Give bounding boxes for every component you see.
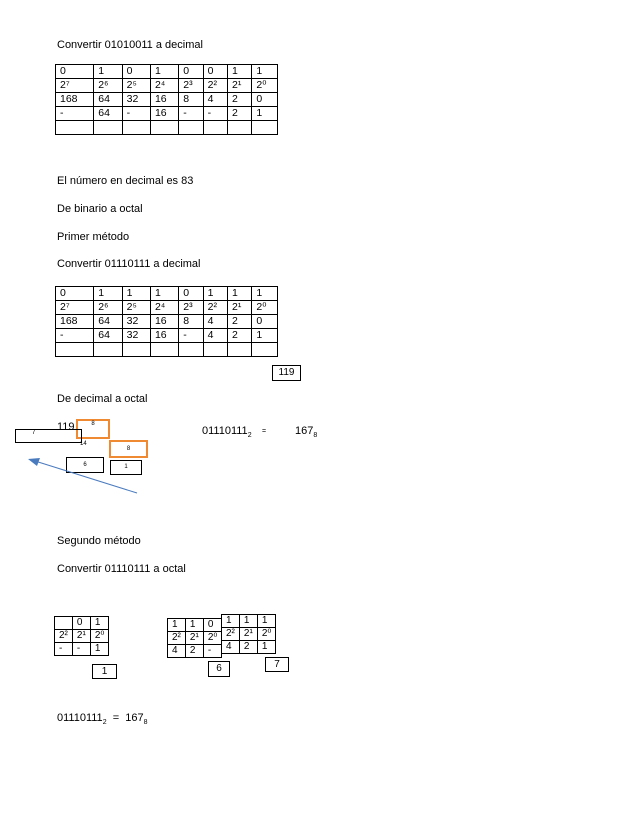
table-row: [222, 641, 276, 654]
quotient-14: 14: [80, 441, 87, 447]
table-cell: -: [179, 107, 203, 121]
remainder-box-6: 6: [66, 457, 104, 473]
group-1-result: 1: [92, 664, 117, 679]
table-cell: 16: [150, 93, 178, 107]
table-cell: 4: [203, 329, 227, 343]
table-cell: 2⁶: [94, 301, 122, 315]
table-cell: 2¹: [185, 632, 203, 645]
table-cell: 0: [203, 65, 227, 79]
first-method-label: Primer método: [57, 231, 130, 243]
table-row: [168, 645, 222, 658]
table-cell: 1: [168, 619, 186, 632]
table-cell: 2¹: [228, 79, 252, 93]
table-cell: 32: [122, 93, 150, 107]
table-cell: 16: [150, 329, 178, 343]
table-cell: 1: [90, 617, 109, 630]
divisor-box-2: 8: [109, 440, 148, 458]
table-cell: 2³: [179, 79, 203, 93]
table-cell: 2: [228, 329, 252, 343]
result-text: El número en decimal es 83: [57, 175, 194, 187]
table-cell: 0: [56, 287, 94, 301]
table-cell: -: [179, 329, 203, 343]
table-cell: 2⁵: [122, 79, 150, 93]
table-cell: 1: [257, 641, 276, 654]
table-cell: 2⁰: [257, 628, 276, 641]
arrow-line: [35, 461, 137, 493]
second-method-label: Segundo método: [57, 535, 141, 547]
table-cell: 0: [122, 65, 150, 79]
table-cell: 1: [252, 329, 278, 343]
table-cell: 0: [252, 93, 278, 107]
table-cell: 2³: [179, 301, 203, 315]
group-3-result: 7: [265, 657, 289, 672]
table-cell: 1: [257, 615, 276, 628]
table-cell: 64: [94, 315, 122, 329]
table-cell: 16: [150, 107, 178, 121]
table-cell: 1: [252, 107, 278, 121]
table-cell: 1: [122, 287, 150, 301]
table-cell: 1: [94, 287, 122, 301]
table-cell: 2⁷: [56, 79, 94, 93]
table-cell: 64: [94, 93, 122, 107]
table-cell: 2¹: [239, 628, 257, 641]
total-box: 119: [272, 365, 301, 381]
table-row: [55, 630, 109, 643]
section-title-bin-oct: De binario a octal: [57, 203, 143, 215]
table-cell: 0: [72, 617, 90, 630]
table-cell: -: [72, 643, 90, 656]
table-cell: 2²: [203, 79, 227, 93]
remainder-box-7: 7: [15, 429, 82, 443]
table-row: [222, 615, 276, 628]
table-cell: 64: [94, 107, 122, 121]
table-cell: 2⁵: [122, 301, 150, 315]
table-cell: 32: [122, 315, 150, 329]
table-cell: 1: [228, 65, 252, 79]
table-cell: 1: [94, 65, 122, 79]
table-cell: 2⁰: [252, 301, 278, 315]
table-row: [222, 628, 276, 641]
table-cell: -: [203, 107, 227, 121]
table-cell: 2²: [168, 632, 186, 645]
table-cell: 1: [252, 287, 278, 301]
group-table-1: [54, 616, 109, 656]
dividend: 119: [57, 421, 75, 433]
table-cell: 2⁷: [56, 301, 94, 315]
small-equals-sign: =: [262, 428, 267, 435]
table-cell: 4: [203, 93, 227, 107]
table-row: [168, 632, 222, 645]
table-cell: 8: [179, 315, 203, 329]
table-cell: -: [55, 643, 73, 656]
table-cell: 32: [122, 329, 150, 343]
table-cell: 168: [56, 315, 94, 329]
table-cell: 0: [252, 315, 278, 329]
table-cell: [55, 617, 73, 630]
table-cell: 1: [239, 615, 257, 628]
table-cell: 2¹: [72, 630, 90, 643]
group-table-2: [167, 618, 222, 658]
table-cell: 2²: [203, 301, 227, 315]
table-cell: 0: [179, 65, 203, 79]
final-equation: $01110111_2 = 167_8$: [57, 712, 148, 727]
table-cell: 2⁴: [150, 79, 178, 93]
table-cell: 4: [203, 315, 227, 329]
table-cell: -: [56, 329, 94, 343]
heading-convert-1: Convertir 01010011 a decimal: [57, 39, 203, 51]
table-cell: 2²: [55, 630, 73, 643]
table-row: [55, 617, 109, 630]
octal-result: $167_8$: [295, 425, 318, 440]
table-cell: 2²: [222, 628, 240, 641]
table-cell: 2: [239, 641, 257, 654]
table-cell: 2¹: [228, 301, 252, 315]
table-cell: 1: [203, 287, 227, 301]
arrow-head: [28, 458, 40, 466]
table-cell: 2: [228, 315, 252, 329]
table-cell: 1: [90, 643, 109, 656]
group-table-3: [221, 614, 276, 654]
table-cell: 2⁰: [252, 79, 278, 93]
table-cell: 168: [56, 93, 94, 107]
table-cell: 1: [228, 287, 252, 301]
table-cell: -: [56, 107, 94, 121]
table-cell: 1: [252, 65, 278, 79]
heading-convert-3: Convertir 01110111 a octal: [57, 563, 186, 575]
table-cell: 2⁴: [150, 301, 178, 315]
table-cell: -: [122, 107, 150, 121]
table-cell: 4: [168, 645, 186, 658]
quotient-box-1: 1: [110, 460, 142, 475]
table-cell: 1: [222, 615, 240, 628]
table-row: [55, 643, 109, 656]
table-cell: 1: [185, 619, 203, 632]
group-2-result: 6: [208, 661, 230, 677]
table-cell: 16: [150, 315, 178, 329]
table-cell: 2⁰: [90, 630, 109, 643]
table-cell: 2: [185, 645, 203, 658]
section-title-dec-oct: De decimal a octal: [57, 393, 148, 405]
table-cell: 0: [56, 65, 94, 79]
table-cell: 2: [228, 93, 252, 107]
binary-equals-octal: $01110111_2$: [202, 425, 252, 440]
heading-convert-2: Convertir 01110111 a decimal: [57, 258, 201, 270]
table-cell: -: [203, 645, 222, 658]
table-cell: 0: [203, 619, 222, 632]
table-cell: 64: [94, 329, 122, 343]
table-cell: 1: [150, 65, 178, 79]
table-cell: 2⁰: [203, 632, 222, 645]
table-cell: 2: [228, 107, 252, 121]
table-cell: 0: [179, 287, 203, 301]
table-cell: 4: [222, 641, 240, 654]
table-cell: 2⁶: [94, 79, 122, 93]
divisor-box-1: 8: [76, 419, 110, 439]
table-row: [168, 619, 222, 632]
table-cell: 1: [150, 287, 178, 301]
table-cell: 8: [179, 93, 203, 107]
